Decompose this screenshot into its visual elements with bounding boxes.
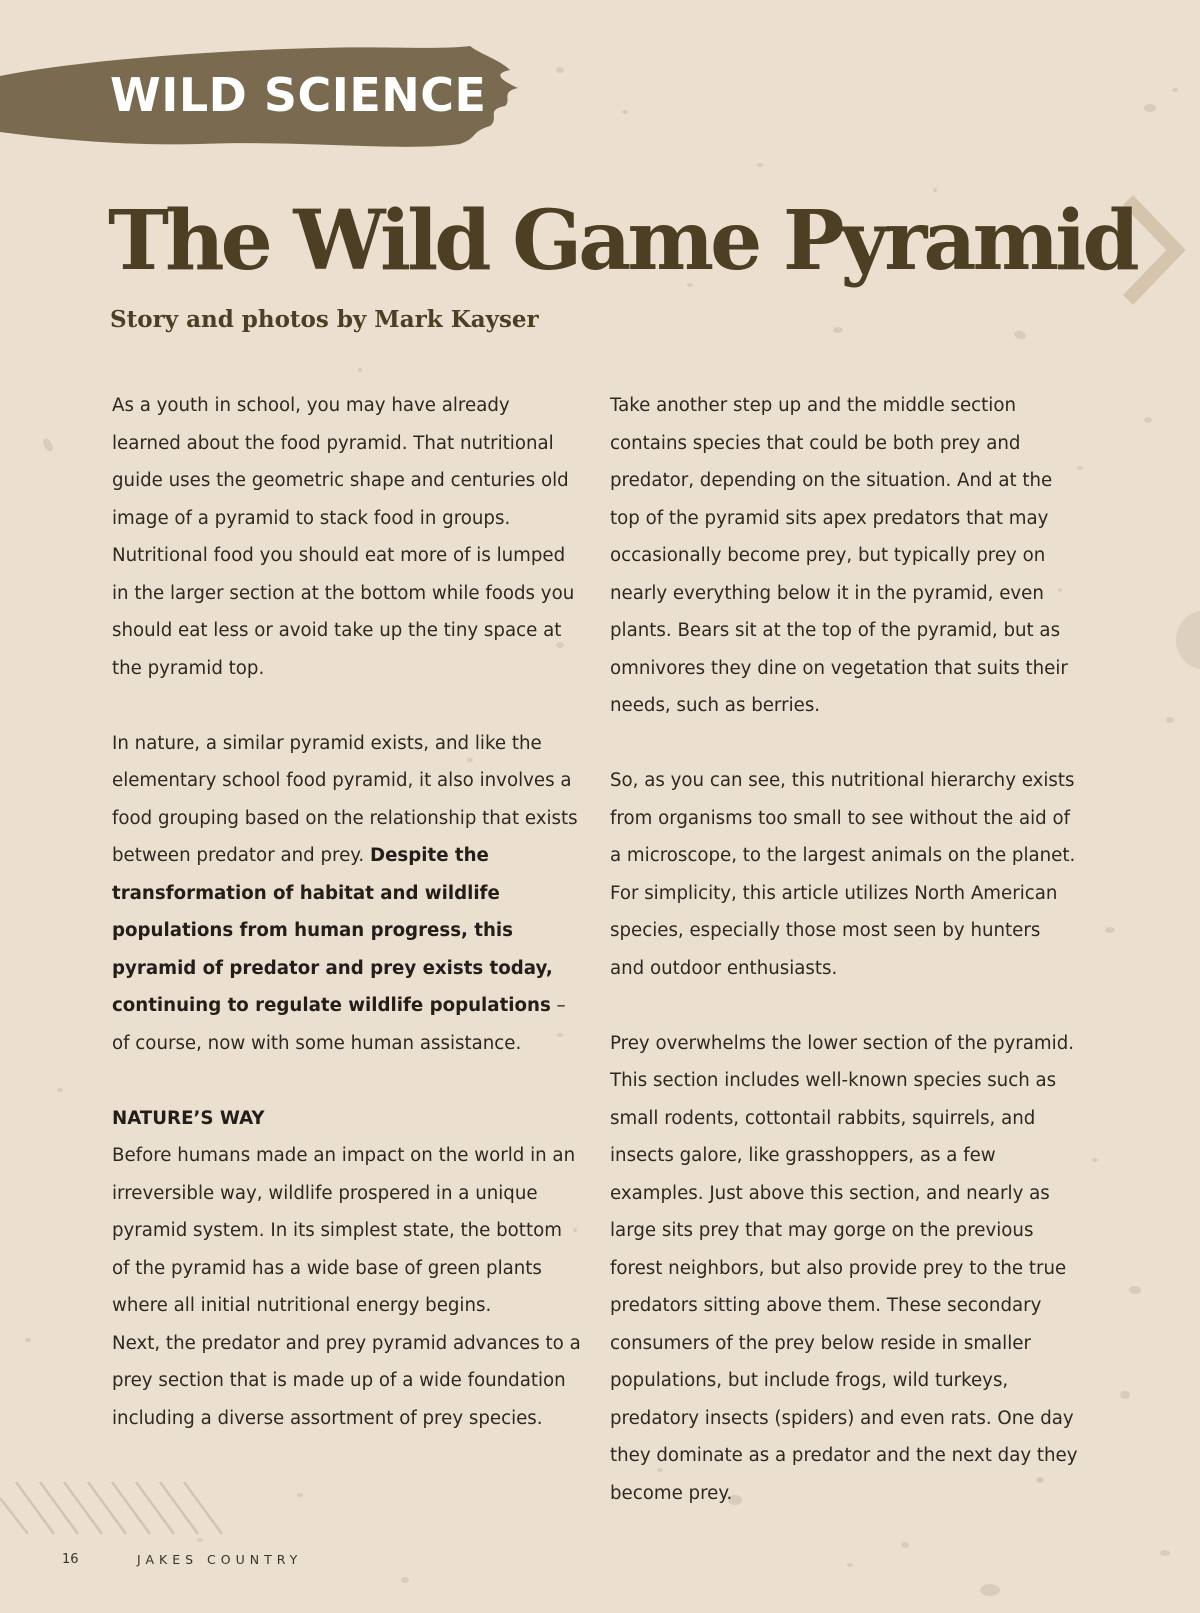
page-number: 16 [62, 1552, 79, 1567]
section-banner-label: WILD SCIENCE [110, 68, 487, 122]
article-byline: Story and photos by Mark Kayser [110, 306, 539, 333]
diagonal-hatch-decoration [0, 1478, 240, 1536]
paragraph: Prey overwhelms the lower section of the pyramid. This section includes well-known species such as small rodents, cottontail rabbits, squirrels, and insects galore, like grasshoppers, as a few examples. Just above this section, and nearly as large sits prey that may gorge on the previous forest neighbors, but also provide prey to the true predators sitting above them. These secondary consumers of the prey below reside in smaller populations, but include frogs, wild turkeys, predatory insects (spiders) and even rats. One day they dominate as a predator and the next day they become prey. [610, 1032, 1078, 1504]
paragraph-text: Before humans made an impact on the world in an irreversible way, wildlife prospered in a unique pyramid system. In its simplest state, the bottom of the pyramid has a wide base of green plants where all initial nutritional energy begins. [112, 1145, 576, 1316]
paragraph-text: Next, the predator and prey pyramid advances to a prey section that is made up of a wide foundation including a diverse assortment of prey species. [112, 1332, 581, 1429]
left-column [112, 387, 582, 1437]
publication-name: JAKES COUNTRY [137, 1552, 303, 1567]
section-banner [0, 40, 540, 160]
paragraph-text: – of course, now with some human assistance. [112, 995, 566, 1054]
paragraph [112, 725, 582, 1063]
pull-highlight: Despite the transformation of habitat and wildlife populations from human progress, this pyramid of predator and prey exists today, continuing to regulate wildlife populations [112, 845, 553, 1016]
paragraph [112, 1100, 582, 1438]
right-column [610, 387, 1080, 1512]
article-title: The Wild Game Pyramid [108, 193, 1136, 289]
paragraph: So, as you can see, this nutritional hierarchy exists from organisms too small to see without the aid of a microscope, to the largest animals on the planet. For simplicity, this article utilizes North American species, especially those most seen by hunters and outdoor enthusiasts. [610, 770, 1076, 979]
paragraph: As a youth in school, you may have already learned about the food pyramid. That nutritional guide uses the geometric shape and centuries old image of a pyramid to stack food in groups. Nutritional food you should eat more of is lumped in the larger section at the bottom while foods you should eat less or avoid take up the tiny space at the pyramid top. [112, 395, 575, 679]
section-heading: NATURE’S WAY [112, 1107, 265, 1129]
paragraph-text: In nature, a similar pyramid exists, and like the elementary school food pyramid, it also involves a food grouping based on the relationship that exists between predator and prey. [112, 732, 578, 866]
paragraph: Take another step up and the middle section contains species that could be both prey and predator, depending on the situation. And at the top of the pyramid sits apex predators that may occasionally become prey, but typically prey on nearly everything below it in the pyramid, even plants. Bears sit at the top of the pyramid, but as omnivores they dine on vegetation that suits their needs, such as berries. [610, 395, 1068, 716]
